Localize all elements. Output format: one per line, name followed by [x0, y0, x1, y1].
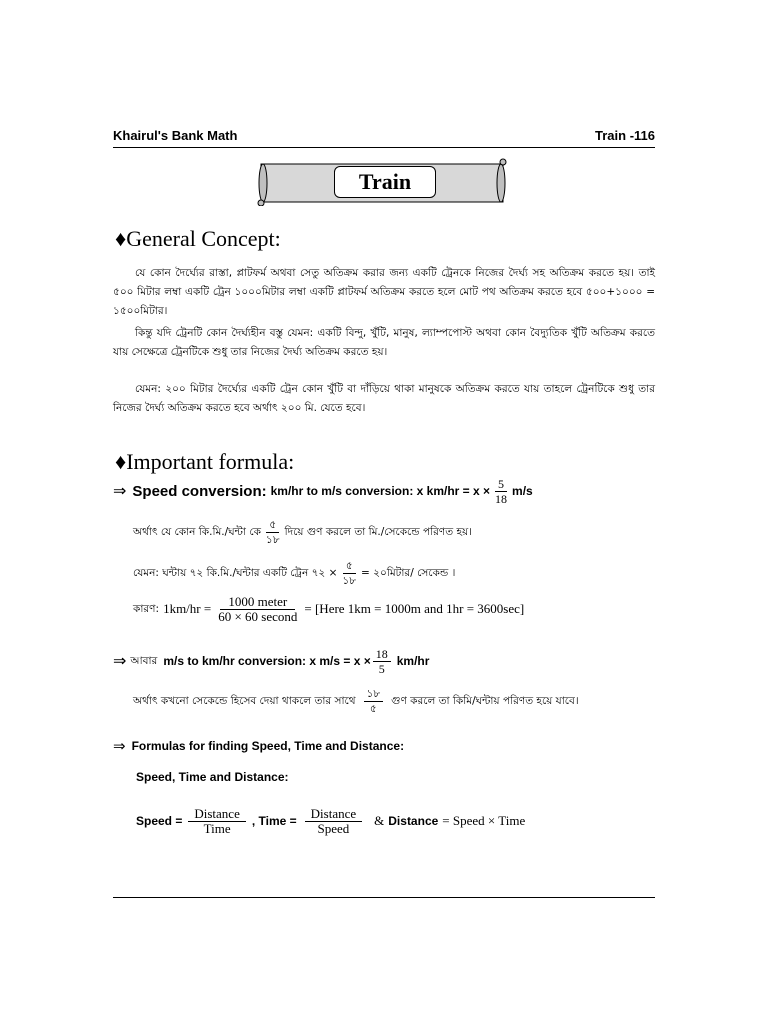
fraction-numerator: ৫ [343, 559, 356, 574]
example-line-a: যেমন: ঘন্টায় ৭২ কি.মি./ঘন্টার একটি ট্রেন ৭২ × [133, 566, 338, 579]
example-line-b: = ২০মিটার/ সেকেন্ড । [361, 566, 456, 579]
fraction-numerator: Distance [305, 807, 362, 822]
conversion-explanation-b: দিয়ে গুণ করলে তা মি./সেকেন্ডে পরিণত হয়। [284, 525, 472, 538]
reverse-explanation-b: গুণ করলে তা কিমি/ঘন্টায় পরিণত হয়ে যাবে। [391, 694, 579, 707]
reason-left: 1km/hr = [163, 601, 212, 616]
fraction-denominator: Speed [317, 820, 350, 836]
fraction-numerator: 1000 meter [220, 595, 295, 610]
speed-conversion-label: Speed conversion: [132, 482, 267, 500]
kmhr-unit: km/hr [396, 654, 430, 668]
fraction-bn-5-18 [263, 518, 283, 547]
concept-paragraph-1: যে কোন দৈর্ঘ্যের রাস্তা, প্লাটফর্ম অথবা সেতু অতিক্রম করার জন্য একটি ট্রেনকে নিজের দৈর্ঘ্য সহ অতিক্রম করতে হয়। তাই ৫০০ মিটার লম্বা একটি ট্রেন ১০০০মিটার লম্বা একটি প্লাটফর্ম অতিক্রম করতে হলে মোট পথ অতিক্রম করতে হবে ৫০০+১০০০ = ১৫০০মিটার। [113, 267, 655, 317]
fraction-bn-18-5 [364, 687, 384, 716]
fraction-distance-time [188, 807, 245, 836]
distance-formula: = Speed × Time [442, 813, 526, 828]
fraction-distance-speed [305, 807, 362, 836]
reverse-conversion-text: m/s to km/hr conversion: x m/s = x × [163, 654, 371, 668]
page-title: Train [334, 166, 436, 198]
speed-label: Speed = [136, 814, 183, 828]
fraction-denominator: 5 [378, 661, 385, 676]
general-concept-heading: ♦General Concept: [115, 226, 281, 251]
header-left: Khairul's Bank Math [113, 128, 238, 143]
conversion-explanation-a: অর্থাৎ যে কোন কি.মি./ঘন্টা কে [133, 525, 261, 538]
fraction-denominator: 18 [495, 491, 508, 506]
arrow-icon: ⇒ [113, 653, 127, 670]
fraction-bn-5-18-example [339, 559, 359, 588]
fraction-numerator: ৫ [266, 518, 279, 533]
fraction-denominator: ৫ [369, 702, 377, 715]
fraction-numerator: ১৮ [364, 687, 384, 702]
header-rule [113, 147, 655, 148]
concept-paragraph-2: কিন্তু যদি ট্রেনটি কোন দৈর্ঘ্যহীন বস্তু যেমন: একটি বিন্দু, খুঁটি, মানুষ, ল্যাম্পপোস্ট অথবা কোন বৈদ্যুতিক খুঁটি অতিক্রম করতে যায় সেক্ষেত্রে ট্রেনটিকে শুধু তার নিজের দৈর্ঘ্য অতিক্রম করতে হয়। [113, 327, 655, 358]
reason-label: কারণ: [133, 602, 160, 615]
speed-time-distance-heading: Speed, Time and Distance: [136, 770, 289, 784]
ms-unit: m/s [512, 484, 533, 498]
header-right: Train -116 [595, 128, 655, 143]
fraction-numerator: Distance [188, 807, 245, 822]
fraction-numerator: 18 [373, 647, 391, 662]
speed-conversion-text: km/hr to m/s conversion: x km/hr = x × [270, 484, 491, 498]
ampersand: & [374, 813, 385, 828]
again-label: আবার [130, 654, 158, 667]
fraction-meter-second [215, 595, 300, 624]
finding-formulas-text: Formulas for finding Speed, Time and Distance: [131, 739, 405, 753]
arrow-icon: ⇒ [113, 738, 126, 755]
time-label: , Time = [251, 814, 297, 828]
concept-paragraph-3: যেমন: ২০০ মিটার দৈর্ঘ্যের একটি ট্রেন কোন খুঁটি বা দাঁড়িয়ে থাকা মানুষকে অতিক্রম করতে যায় তাহলে ট্রেনটিকে শুধু তার নিজের দৈর্ঘ্য অতিক্রম করতে হবে অর্থাৎ ২০০ মি. যেতে হবে। [113, 383, 655, 414]
fraction-5-18 [492, 477, 510, 506]
fraction-denominator: Time [203, 820, 231, 836]
fraction-18-5 [373, 647, 391, 676]
fraction-numerator: 5 [495, 477, 507, 492]
footer-rule [113, 897, 655, 898]
reason-right: = [Here 1km = 1000m and 1hr = 3600sec] [304, 601, 525, 616]
distance-label: Distance [388, 814, 439, 828]
important-formula-heading: ♦Important formula: [115, 449, 295, 474]
reverse-explanation-a: অর্থাৎ কখনো সেকেন্ডে হিসেব দেয়া থাকলে তার সাথে [133, 694, 356, 707]
arrow-icon: ⇒ [113, 483, 127, 500]
fraction-denominator: 60 × 60 second [218, 608, 298, 624]
fraction-denominator: ১৮ [265, 533, 280, 546]
fraction-denominator: ১৮ [342, 574, 357, 587]
